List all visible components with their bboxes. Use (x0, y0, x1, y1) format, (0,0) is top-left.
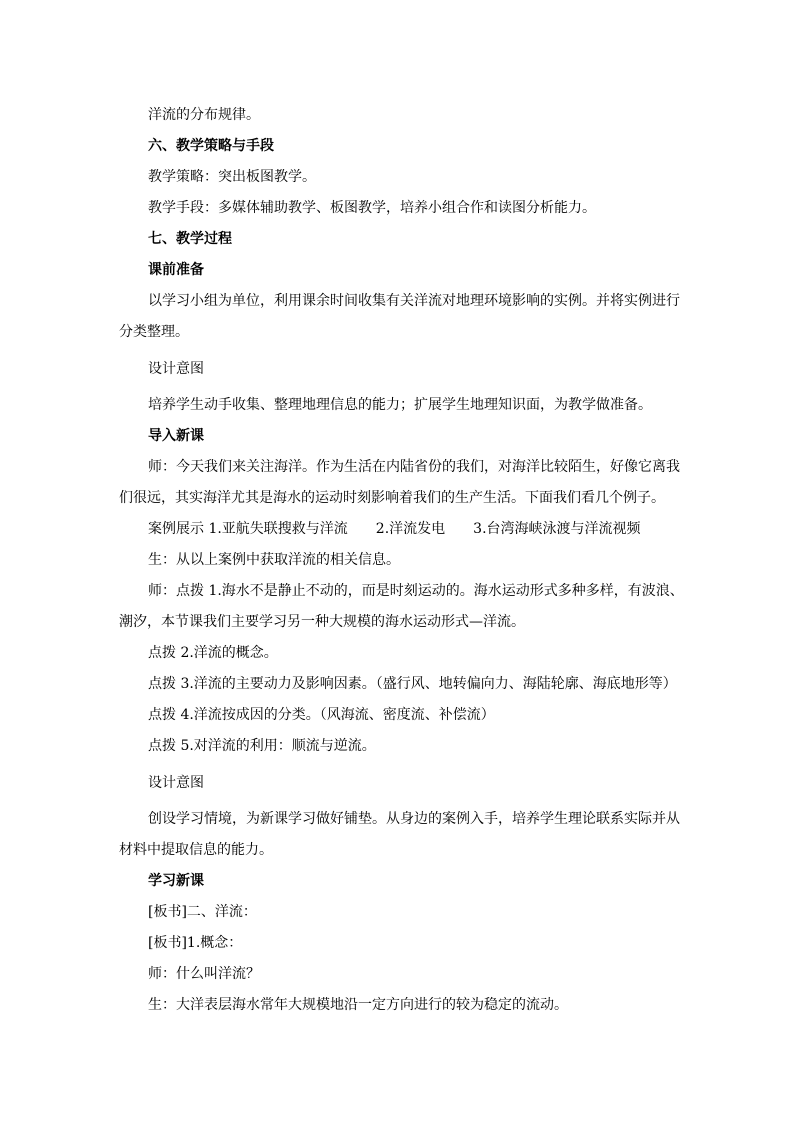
paragraph-text: 洋流的分布规律。 (148, 107, 260, 123)
paragraph-text: 以学习小组为单位，利用课余时间收集有关洋流对地理环境影响的实例。并将实例进行 (148, 293, 680, 309)
paragraph-text: 创设学习情境，为新课学习做好铺垫。从身边的案例入手，培养学生理论联系实际并从 (148, 811, 680, 827)
paragraph-text: [板书]1.概念： (148, 935, 243, 951)
paragraph-text: 点拨 3.洋流的主要动力及影响因素。（盛行风、地转偏向力、海陆轮廓、海底地形等） (148, 676, 677, 692)
section-heading: 七、教学过程 (148, 231, 232, 247)
paragraph-text: 点拨 2.洋流的概念。 (148, 645, 278, 661)
paragraph-text: 师：什么叫洋流？ (148, 966, 260, 982)
paragraph-text: 案例展示 1.亚航失联搜救与洋流 2.洋流发电 3.台湾海峡泳渡与洋流视频 (148, 521, 641, 537)
paragraph-text: 生：从以上案例中获取洋流的相关信息。 (148, 552, 400, 568)
paragraph-text: 师：今天我们来关注海洋。作为生活在内陆省份的我们，对海洋比较陌生，好像它离我 (148, 459, 680, 475)
design-intent-label: 设计意图 (148, 361, 204, 377)
paragraph-text: 点拨 4.洋流按成因的分类。（风海流、密度流、补偿流） (148, 707, 495, 723)
paragraph-text: 分类整理。 (119, 324, 189, 340)
paragraph-text: 教学策略：突出板图教学。 (148, 169, 316, 185)
subsection-heading: 课前准备 (148, 262, 204, 278)
paragraph-text: 材料中提取信息的能力。 (119, 842, 273, 858)
design-intent-label: 设计意图 (148, 775, 204, 791)
paragraph-text: 潮汐，本节课我们主要学习另一种大规模的海水运动形式—洋流。 (119, 614, 525, 630)
paragraph-text: [板书]二、洋流： (148, 904, 257, 920)
paragraph-text: 点拨 5.对洋流的利用：顺流与逆流。 (148, 738, 376, 754)
paragraph-text: 生：大洋表层海水常年大规模地沿一定方向进行的较为稳定的流动。 (148, 997, 568, 1013)
paragraph-text: 们很远，其实海洋尤其是海水的运动时刻影响着我们的生产生活。下面我们看几个例子。 (119, 490, 665, 506)
paragraph-text: 培养学生动手收集、整理地理信息的能力；扩展学生地理知识面，为教学做准备。 (148, 397, 652, 413)
subsection-heading: 导入新课 (148, 428, 204, 444)
section-heading: 六、教学策略与手段 (148, 138, 274, 154)
subsection-heading: 学习新课 (148, 873, 204, 889)
paragraph-text: 师：点拨 1.海水不是静止不动的，而是时刻运动的。海水运动形式多种多样，有波浪、 (148, 583, 684, 599)
paragraph-text: 教学手段：多媒体辅助教学、板图教学，培养小组合作和读图分析能力。 (148, 200, 596, 216)
